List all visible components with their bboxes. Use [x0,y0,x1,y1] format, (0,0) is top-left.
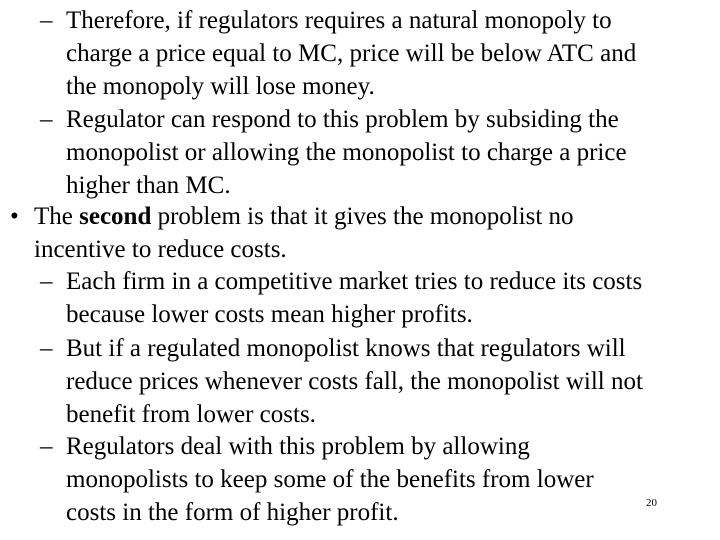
text-line: incentive to reduce costs. [34,236,287,263]
text-line: the monopoly will lose money. [66,73,375,100]
text-line: costs in the form of higher profit. [66,499,399,526]
dash-marker: – [40,268,53,295]
sub-bullet-text [66,332,643,431]
sub-bullet-text [66,103,627,202]
sub-bullet-text [66,430,594,529]
text-line: monopolists to keep some of the benefits from lower [66,466,594,493]
dash-marker: – [40,335,53,362]
dash-marker: – [40,7,53,34]
text-line: Regulators deal with this problem by allowing [66,433,530,460]
text-line: charge a price equal to MC, price will be below ATC and [66,40,637,67]
text-segment: problem is that it gives the monopolist no [151,203,574,230]
text-line: because lower costs mean higher profits. [66,301,473,328]
text-line: Each firm in a competitive market tries to reduce its costs [66,268,643,295]
bullet-marker: • [10,203,19,230]
text-line: But if a regulated monopolist knows that regulators will [66,335,626,362]
page-number: 20 [646,497,657,509]
text-line: reduce prices whenever costs fall, the monopolist will not [66,368,643,395]
sub-bullet-text [66,265,642,331]
text-line: higher than MC. [66,172,231,199]
sub-bullet-text [66,4,636,103]
text-segment: The [34,203,80,230]
bold-emphasis: second [79,203,152,230]
text-line: Regulator can respond to this problem by subsiding the [66,106,619,133]
text-line: Therefore, if regulators requires a natural monopoly to [66,7,612,34]
text-line: benefit from lower costs. [66,401,316,428]
text-line: monopolist or allowing the monopolist to charge a price [66,139,627,166]
dash-marker: – [40,433,53,460]
text-line [34,200,574,233]
bullet-text [34,200,574,266]
dash-marker: – [40,106,53,133]
